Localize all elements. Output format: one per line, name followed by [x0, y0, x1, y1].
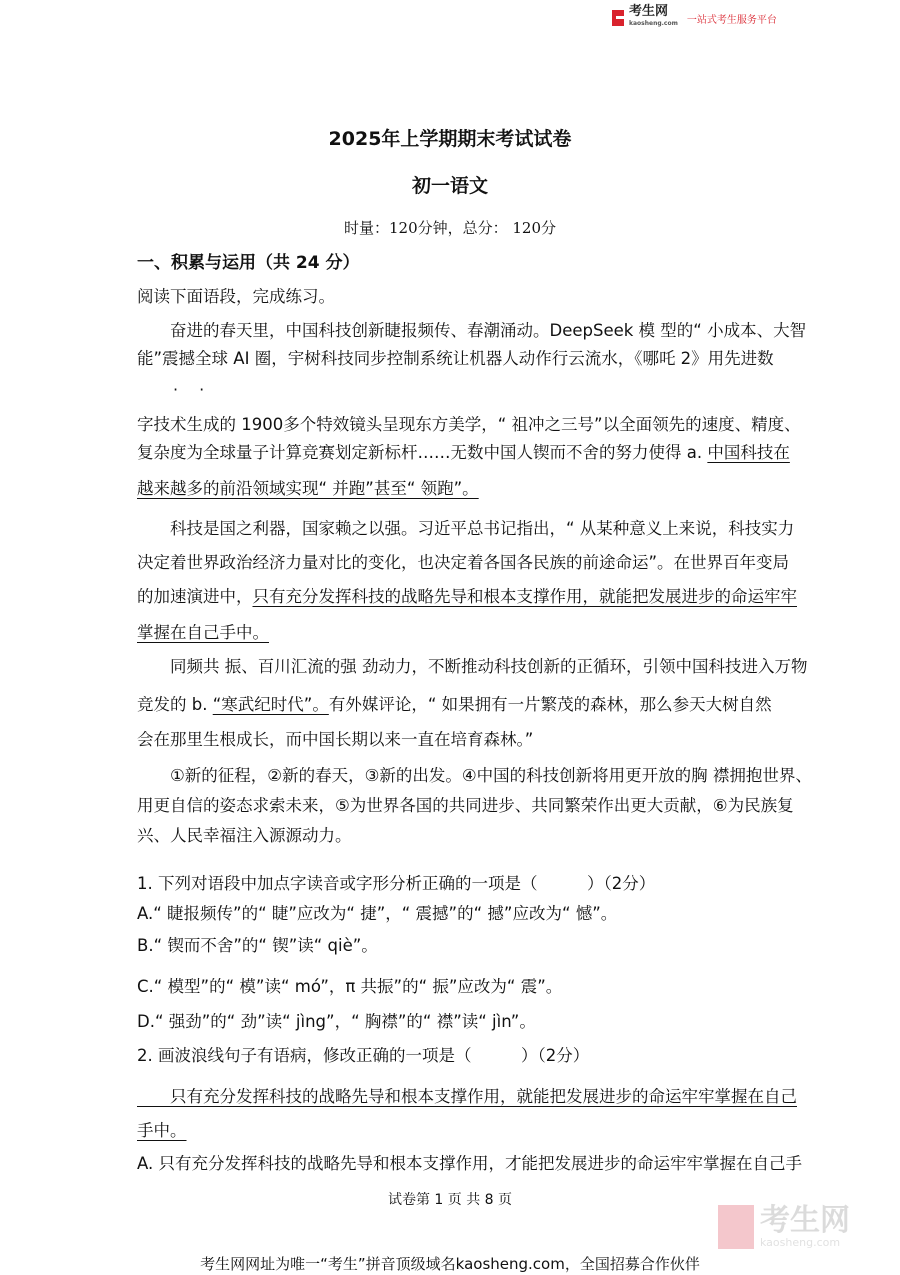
text-segment: 会在那里生根成长，而中国长期以来一直在培育森林。” [137, 730, 534, 749]
text-segment: C.“ 模型”的“ 模”读“ mó”，π 共振”的“ 振”应改为“ 震”。 [137, 977, 563, 996]
text-line [137, 825, 352, 847]
text-segment: 能”震撼全球 AI 圈，宇树科技同步控制系统让机器人动作行云流水，《哪吒 2》用先进数 [137, 349, 774, 368]
watermark-domain: kaosheng.com [760, 1235, 841, 1249]
text-segment: A.“ 睫报频传”的“ 睫”应改为“ 捷”，“ 震撼”的“ 撼”应改为“ 憾”。 [137, 904, 618, 923]
text-segment: D.“ 强劲”的“ 劲”读“ jìng”，“ 胸襟”的“ 襟”读“ jìn”。 [137, 1012, 536, 1031]
underlined-text: “寒武纪时代”。 [212, 695, 329, 714]
logo-slogan: 一站式考生服务平台 [686, 14, 777, 26]
text-segment: 同频共 振、百川汇流的强 劲动力，不断推动科技创新的正循环，引领中国科技进入万物 [137, 657, 808, 676]
page-footer: 试卷第 1 页 共 8 页 [387, 1192, 513, 1208]
text-line [137, 320, 806, 342]
text-segment: 字技术生成的 1900多个特效镜头呈现东方美学，“ 祖冲之三号”以全面领先的速度、精度、 [137, 415, 801, 434]
text-line [137, 795, 794, 817]
text-segment: A. 只有充分发挥科技的战略先导和根本支撑作用，才能把发展进步的命运牢牢掌握在自己手 [137, 1154, 802, 1173]
text-line [137, 552, 789, 574]
text-segment: 竞发的 b. [137, 695, 213, 714]
text-line [137, 935, 378, 957]
emphasis-dots: · · [173, 380, 213, 399]
underlined-text: 越来越多的前沿领域实现“ 并跑”甚至“ 领跑”。 [137, 479, 479, 498]
text-segment: 奋进的春天里，中国科技创新睫报频传、春潮涌动。DeepSeek 模 型的“ 小成本、大智 [137, 321, 807, 340]
text-segment: 1. 下列对语段中加点字读音或字形分析正确的一项是（ ）（2分） [137, 874, 656, 893]
text-segment: 2. 画波浪线句子有语病，修改正确的一项是（ ）（2分） [137, 1046, 590, 1065]
underlined-text: 中国科技在 [707, 443, 790, 462]
text-segment: 兴、人民幸福注入源源动力。 [137, 826, 352, 845]
text-line [137, 622, 269, 644]
text-segment: 的加速演进中， [137, 587, 253, 606]
logo-domain: kaosheng.com [629, 20, 678, 27]
text-line [137, 478, 479, 500]
text-line [137, 1011, 536, 1033]
text-line [137, 729, 533, 751]
text-line [137, 1120, 187, 1142]
kaosheng-logo [612, 6, 777, 30]
exam-time-info: 时量：120分钟，总分： 120分 [343, 219, 557, 237]
text-line [137, 976, 562, 998]
text-line [137, 1045, 589, 1067]
text-line [137, 1086, 797, 1108]
text-segment: 决定着世界政治经济力量对比的变化，也决定着各国各民族的前途命运”。在世界百年变局 [137, 553, 790, 572]
text-line [137, 656, 808, 678]
text-segment: 复杂度为全球量子计算竞赛划定新标杆……无数中国人锲而不舍的努力使得 a. [137, 443, 708, 462]
text-segment: ①新的征程，②新的春天，③新的出发。④中国的科技创新将用更开放的胸 襟拥抱世界、 [137, 766, 812, 785]
underlined-text: 掌握在自己手中。 [137, 623, 269, 642]
bottom-banner: 考生网网址为唯一“考生”拼音顶级域名kaosheng.com，全国招募合作伙伴 [200, 1255, 700, 1273]
text-line [137, 1153, 802, 1175]
exam-subject: 初一语文 [411, 175, 488, 197]
logo-name: 考生网 [629, 4, 669, 19]
logo-icon [612, 10, 624, 26]
text-segment: 用更自信的姿态求索未来，⑤为世界各国的共同进步、共同繁荣作出更大贡献，⑥为民族复 [137, 796, 794, 815]
text-line [137, 903, 617, 925]
watermark-name: 考生网 [760, 1202, 850, 1238]
text-line [137, 873, 655, 895]
exam-title: 2025年上学期期末考试试卷 [328, 128, 572, 150]
text-line [137, 414, 801, 436]
text-line [137, 586, 797, 608]
text-line [137, 694, 772, 716]
text-line [137, 442, 790, 464]
text-segment: 科技是国之利器，国家赖之以强。习近平总书记指出，“ 从某种意义上来说，科技实力 [137, 519, 795, 538]
underlined-text: 只有充分发挥科技的战略先导和根本支撑作用，就能把发展进步的命运牢牢掌握在自己 [137, 1087, 797, 1106]
text-line [137, 518, 794, 540]
watermark-icon [718, 1205, 754, 1249]
text-line [137, 348, 774, 370]
text-segment: 有外媒评论，“ 如果拥有一片繁茂的森林，那么参天大树自然 [328, 695, 772, 714]
text-segment: B.“ 锲而不舍”的“ 锲”读“ qiè”。 [137, 936, 378, 955]
underlined-text: 只有充分发挥科技的战略先导和根本支撑作用，就能把发展进步的命运牢牢 [252, 587, 797, 606]
underlined-text: 手中。 [137, 1121, 187, 1140]
section-heading: 一、积累与运用（共 24 分） [137, 253, 360, 273]
intro-text: 阅读下面语段，完成练习。 [137, 287, 335, 306]
text-line [137, 765, 812, 787]
watermark-logo [718, 1202, 850, 1249]
